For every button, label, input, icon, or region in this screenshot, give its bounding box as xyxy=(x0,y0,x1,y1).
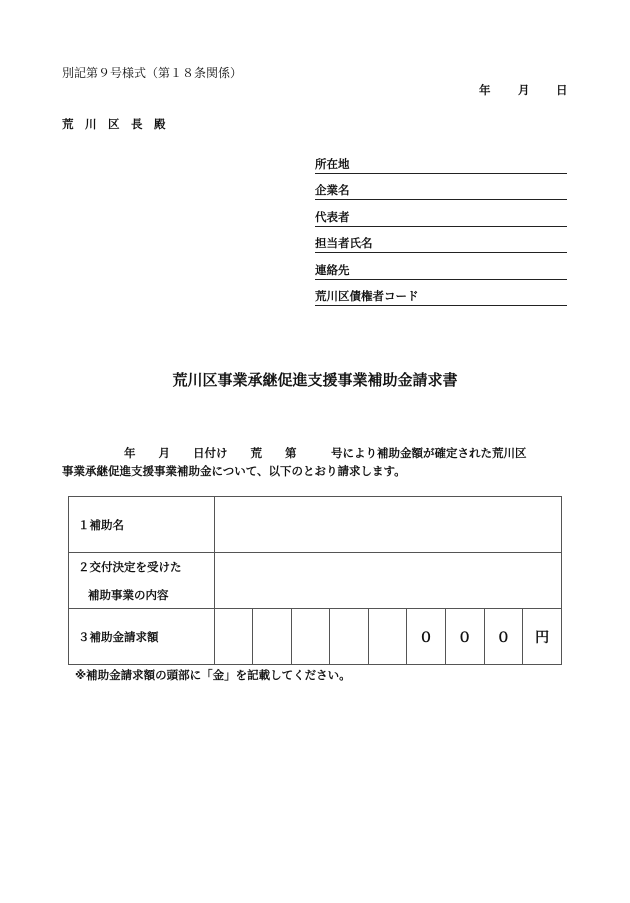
label-line: ２交付決定を受けた xyxy=(78,559,182,574)
label-line: 補助事業の内容 xyxy=(88,587,169,602)
field-label: 連絡先 xyxy=(315,263,350,277)
field-contact-person[interactable] xyxy=(315,236,567,253)
label-request-amount: ３補助金請求額 xyxy=(69,609,215,665)
amount-digit[interactable] xyxy=(330,609,369,665)
document-title: 荒川区事業承継促進支援事業補助金請求書 xyxy=(172,371,458,389)
field-label: 所在地 xyxy=(315,157,350,171)
date-month: 月 xyxy=(518,83,530,97)
amount-digit[interactable] xyxy=(253,609,292,665)
label-subsidy-name: １補助名 xyxy=(69,497,215,553)
amount-digit: ０ xyxy=(484,609,523,665)
amount-digit[interactable] xyxy=(214,609,253,665)
currency-unit: 円 xyxy=(523,609,562,665)
amount-digit: ０ xyxy=(407,609,446,665)
project-content-cell[interactable] xyxy=(214,553,561,609)
field-label: 代表者 xyxy=(315,210,350,224)
body-line-1: 年 月 日付け 荒 第 号により補助金額が確定された荒川区 xyxy=(124,446,527,460)
field-label: 荒川区債権者コード xyxy=(315,289,419,303)
field-creditor-code[interactable] xyxy=(315,289,567,306)
label-project-content xyxy=(69,553,215,609)
field-label: 企業名 xyxy=(315,183,350,197)
field-label: 担当者氏名 xyxy=(315,236,373,250)
form-number: 別記第９号様式（第１８条関係） xyxy=(62,66,243,80)
amount-digit[interactable] xyxy=(291,609,330,665)
field-contact[interactable] xyxy=(315,263,567,280)
note: ※補助金請求額の頭部に「金」を記載してください。 xyxy=(75,668,351,682)
field-representative[interactable] xyxy=(315,210,567,227)
field-company[interactable] xyxy=(315,183,567,200)
date-day: 日 xyxy=(556,83,568,97)
amount-digit[interactable] xyxy=(368,609,407,665)
amount-digit: ０ xyxy=(445,609,484,665)
addressee: 荒 川 区 長 殿 xyxy=(62,117,166,131)
request-table xyxy=(68,496,562,665)
body-line-2: 事業承継促進支援事業補助金について、以下のとおり請求します。 xyxy=(62,464,406,478)
field-address[interactable] xyxy=(315,157,567,174)
date-year: 年 xyxy=(479,83,491,97)
subsidy-name-cell[interactable] xyxy=(214,497,561,553)
